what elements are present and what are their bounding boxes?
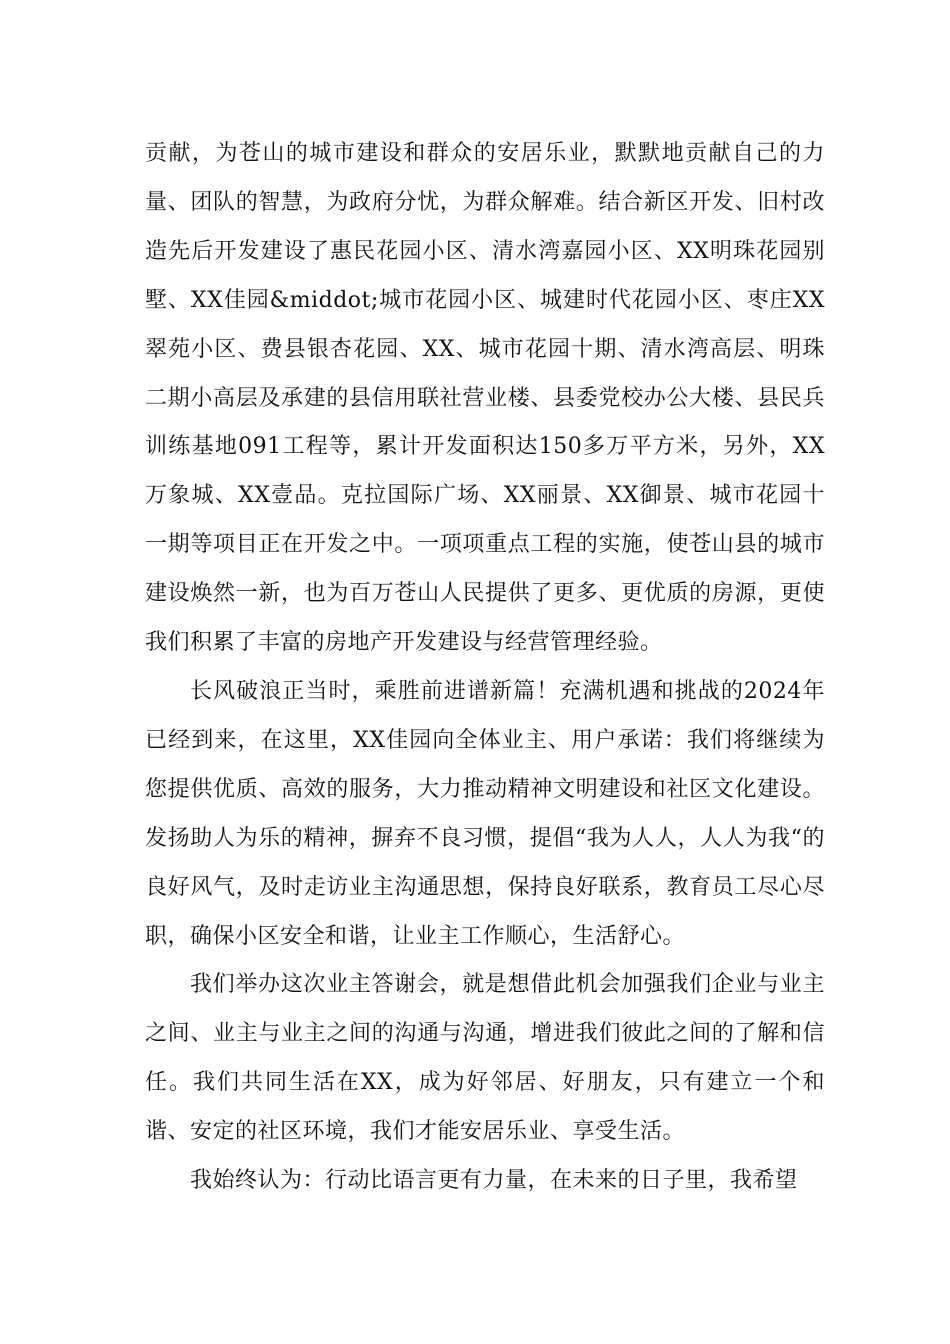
paragraph-2: 长风破浪正当时，乘胜前进谱新篇！充满机遇和挑战的2024年已经到来，在这里，XX佳园向全体业主、用户承诺：我们将继续为您提供优质、高效的服务，大力推动精神文明建设和社区文化建设。发扬助人为乐的精神，摒弃不良习惯，提倡“我为人人，人人为我“的良好风气，及时走访业主沟通思想，保持良好联系，教育员工尽心尽职，确保小区安全和谐，让业主工作顺心，生活舒心。 bbox=[145, 678, 825, 949]
document-body bbox=[145, 130, 825, 1206]
paragraph-4: 我始终认为：行动比语言更有力量，在未来的日子里，我希望 bbox=[190, 1168, 798, 1194]
paragraph-1: 贡献，为苍山的城市建设和群众的安居乐业，默默地贡献自己的力量、团队的智慧，为政府分忧，为群众解难。结合新区开发、旧村改造先后开发建设了惠民花园小区、清水湾嘉园小区、XX明珠花园别墅、XX佳园&middot;城市花园小区、城建时代花园小区、枣庄XX翠苑小区、费县银杏花园、XX、城市花园十期、清水湾高层、明珠二期小高层及承建的县信用联社营业楼、县委党校办公大楼、县民兵训练基地091工程等，累计开发面积达150多万平方米，另外，XX万象城、XX壹品。克拉国际广场、XX丽景、XX御景、城市花园十一期等项目正在开发之中。一项项重点工程的实施，使苍山县的城市建设焕然一新，也为百万苍山人民提供了更多、更优质的房源，更使我们积累了丰富的房地产开发建设与经营管理经验。 bbox=[145, 141, 825, 656]
paragraph-3: 我们举办这次业主答谢会，就是想借此机会加强我们企业与业主之间、业主与业主之间的沟通与沟通，增进我们彼此之间的了解和信任。我们共同生活在XX，成为好邻居、好朋友，只有建立一个和谐、安定的社区环境，我们才能安居乐业、享受生活。 bbox=[145, 972, 825, 1145]
